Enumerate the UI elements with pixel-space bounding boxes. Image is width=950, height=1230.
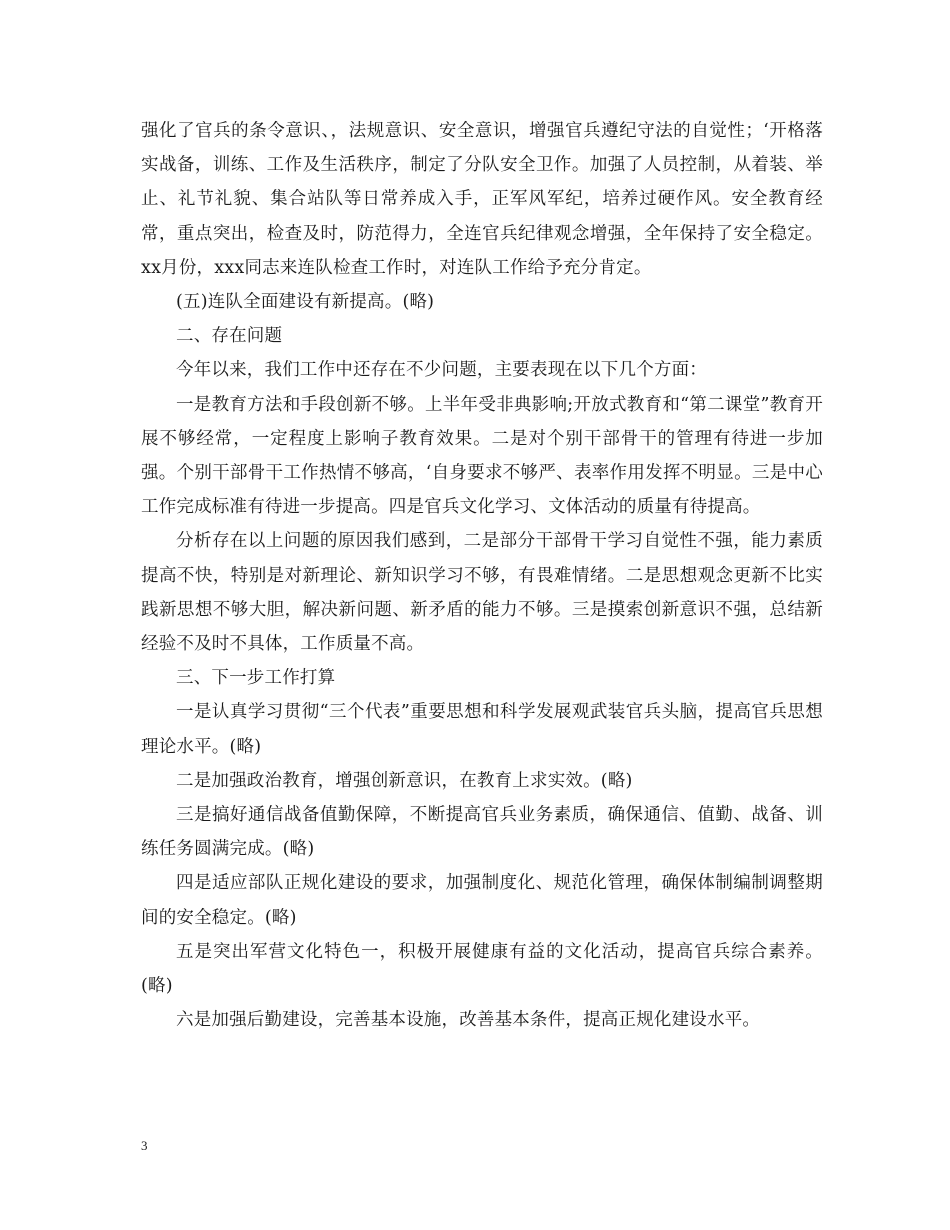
plan-item-6: 六是加强后勤建设，完善基本设施，改善基本条件，提高正规化建设水平。 [176,1010,761,1031]
plan-item-1: 一是认真学习贯彻“三个代表”重要思想和科学发展观武装官兵头脑，提高官兵思想理论水平。(略) [141,702,823,757]
document-body [141,114,823,1037]
section-heading-problems: 二、存在问题 [176,326,283,347]
paragraph-3: 今年以来，我们工作中还存在不少问题，主要表现在以下几个方面： [176,360,707,381]
plan-item-4: 四是适应部队正规化建设的要求，加强制度化、规范化管理，确保体制编制调整期间的安全稳定。(略) [141,873,823,928]
plan-item-5: 五是突出军营文化特色一，积极开展健康有益的文化活动，提高官兵综合素养。(略) [141,941,823,997]
plan-item-3: 三是搞好通信战备值勤保障，不断提高官兵业务素质，确保通信、值勤、战备、训练任务圆满完成。(略) [141,805,823,860]
page-number: 3 [141,1138,148,1153]
paragraph-5: 分析存在以上问题的原因我们感到，二是部分干部骨干学习自觉性不强，能力素质提高不快，特别是对新理论、新知识学习不够，有畏难情绪。二是思想观念更新不比实践新思想不够大胆，解决新问题、新矛盾的能力不够。三是摸索创新意识不强，总结新经验不及时不具体，工作质量不高。 [141,531,823,655]
plan-item-2: 二是加强政治教育，增强创新意识，在教育上求实效。(略) [176,770,633,791]
paragraph-2: (五)连队全面建设有新提高。(略) [176,292,435,313]
paragraph-4: 一是教育方法和手段创新不够。上半年受非典影响;开放式教育和“第二课堂”教育开展不够经常，一定程度上影响子教育效果。二是对个别干部骨干的管理有待进一步加强。个别干部骨干工作热情不够高，‘自身要求不够严、表率作用发挥不明显。三是中心工作完成标准有待进一步提高。四是官兵文化学习、文体活动的质量有待提高。 [141,394,823,518]
paragraph-1: 强化了官兵的条令意识、，法规意识、安全意识，增强官兵遵纪守法的自觉性；‘开格落实战备，训练、工作及生活秩序，制定了分队安全卫作。加强了人员控制，从着装、举止、礼节礼貌、集合站队等日常养成入手，正军风军纪，培养过硬作风。安全教育经常，重点突出，检查及时，防范得力，全连官兵纪律观念增强，全年保持了安全稳定。xx月份，xxx同志来连队检查工作时，对连队工作给予充分肯定。 [141,121,823,278]
section-heading-plans: 三、下一步工作打算 [176,668,336,689]
